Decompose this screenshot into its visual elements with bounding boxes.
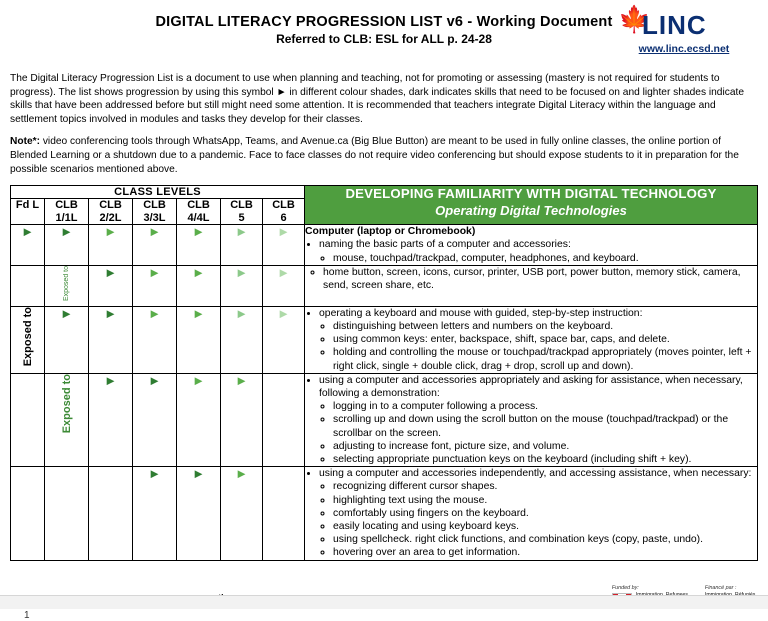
column-header-clb2: CLB 2/2L (89, 199, 133, 225)
intro-paragraph: The Digital Literacy Progression List is a document to use when planning and teaching, not for promoting or assessing (mastery is not required for students to progress). The list shows progression by using this symbol ► in different colour shades, dark indicates skills that need to be focused on and lighter shades indicate skills that have been addressed before but still might need some attention. It is recommended that teachers integrate Digital Literacy within the language and settlement topics involved in modules and tasks they develop for their classes. (10, 73, 744, 125)
note-label: Note*: (10, 136, 40, 148)
intro-section (10, 72, 758, 176)
row2-subbullets (323, 266, 757, 292)
row4-subbullets (333, 400, 757, 466)
column-header-fdl: Fd L (11, 199, 45, 225)
column-header-clb3: CLB 3/3L (133, 199, 177, 225)
exposed-to-label: Exposed to (21, 306, 34, 367)
list-item: ◦ selecting appropriate punctuation keys on the keyboard (including shift + key). (333, 453, 757, 466)
note-text: video conferencing tools through WhatsApp, Teams, and Avenue.ca (Big Blue Button) are meant to be used in fully online classes, the online portion of Blended Learning or a shutdown due to a pandemic. Face to face classes do not require video conferencing but should expose students to it in preparation for the possible scenarios mentioned above. (10, 136, 739, 175)
marker-clb5-row2 (221, 265, 263, 306)
logo-url-link[interactable]: www.linc.ecsd.net (638, 43, 730, 55)
page-subtitle: Referred to CLB: ESL for ALL p. 24-28 (276, 32, 492, 46)
marker-clb3-row2 (133, 265, 177, 306)
row1-bullet-text: naming the basic parts of a computer and accessories: (319, 239, 571, 251)
table-row (11, 306, 758, 373)
progress-arrow-icon: ► (277, 305, 290, 321)
progress-arrow-icon: ► (60, 305, 73, 321)
column-header-clb1: CLB 1/1L (45, 199, 89, 225)
row-content-2 (305, 265, 758, 306)
list-item (319, 374, 757, 466)
marker-clb1-row3 (45, 306, 89, 373)
column-header-clb6: CLB 6 (263, 199, 305, 225)
row2-bullets (309, 266, 757, 292)
progress-arrow-icon: ► (104, 305, 117, 321)
table-header-row-1 (11, 186, 758, 199)
marker-clb2-row5 (89, 467, 133, 560)
progress-arrow-icon: ► (148, 372, 161, 388)
progress-arrow-icon: ► (192, 372, 205, 388)
list-item: ◦ recognizing different cursor shapes. (333, 480, 757, 493)
marker-clb2-row4 (89, 373, 133, 466)
exposed-to-label-green: Exposed to (60, 373, 73, 434)
logo-wordmark: LINC (642, 10, 707, 40)
row3-subbullets (333, 320, 757, 373)
marker-fdl-row3 (11, 306, 45, 373)
table-row (11, 373, 758, 466)
table-row (11, 225, 758, 266)
finance-par-label: Financé par : (704, 585, 737, 592)
marker-clb1-row1 (45, 225, 89, 266)
progress-arrow-icon: ► (104, 224, 117, 240)
marker-clb5-row4 (221, 373, 263, 466)
progress-arrow-icon: ► (235, 466, 248, 482)
table-row (11, 265, 758, 306)
progress-arrow-icon: ► (104, 372, 117, 388)
column-header-clb4: CLB 4/4L (177, 199, 221, 225)
column-header-clb5: CLB 5 (221, 199, 263, 225)
progress-arrow-icon: ► (21, 224, 34, 240)
marker-fdl-row4 (11, 373, 45, 466)
progress-arrow-icon: ► (148, 466, 161, 482)
marker-clb2-row2 (89, 265, 133, 306)
exposed-to-label-small: Exposed to (63, 265, 70, 301)
marker-clb3-row5 (133, 467, 177, 560)
marker-clb5-row3 (221, 306, 263, 373)
viewer-bottom-bar (0, 595, 768, 609)
progress-arrow-icon: ► (277, 264, 290, 280)
row5-bullets (319, 467, 757, 559)
logo-mark (614, 4, 754, 42)
list-item: ◦ distinguishing between letters and numbers on the keyboard. (333, 320, 757, 333)
list-item: ◦ home button, screen, icons, cursor, printer, USB port, power button, memory stick, camera, send, screen share, etc. (323, 266, 757, 292)
progress-arrow-icon: ► (60, 224, 73, 240)
marker-clb4-row3 (177, 306, 221, 373)
list-item: ◦ logging in to a computer following a process. (333, 400, 757, 413)
list-item: ◦ adjusting to increase font, picture size, and volume. (333, 440, 757, 453)
marker-clb6-row4 (263, 373, 305, 466)
marker-clb1-row5 (45, 467, 89, 560)
progress-arrow-icon: ► (277, 224, 290, 240)
progress-arrow-icon: ► (192, 305, 205, 321)
row4-bullet-text: using a computer and accessories appropriately and asking for assistance, when necessary, following a demonstration: (319, 374, 743, 400)
progress-arrow-icon: ► (235, 224, 248, 240)
marker-fdl-row2 (11, 265, 45, 306)
list-item (319, 307, 757, 373)
progress-arrow-icon: ► (192, 224, 205, 240)
progress-arrow-icon: ► (148, 264, 161, 280)
list-item: ◦ using spellcheck. right click functions, and combination keys (copy, paste, undo). (333, 533, 757, 546)
maple-leaf-icon: 🍁 (618, 4, 651, 34)
row1-bullets (319, 238, 757, 264)
linc-logo (614, 4, 754, 60)
marker-clb6-row5 (263, 467, 305, 560)
marker-clb1-row2 (45, 265, 89, 306)
right-header-line2: Operating Digital Technologies (435, 203, 627, 219)
marker-clb5-row5 (221, 467, 263, 560)
list-item: ◦ holding and controlling the mouse or touchpad/trackpad appropriately (moves pointer, left + right click, single + double click, drag + drop, scroll up and down). (333, 346, 757, 372)
row-content-4 (305, 373, 758, 466)
list-item (309, 266, 757, 292)
row1-subbullets (333, 252, 757, 265)
marker-clb2-row3 (89, 306, 133, 373)
progress-arrow-icon: ► (235, 264, 248, 280)
marker-clb6-row2 (263, 265, 305, 306)
marker-clb3-row4 (133, 373, 177, 466)
list-item: ◦ highlighting text using the mouse. (333, 494, 757, 507)
progress-arrow-icon: ► (148, 224, 161, 240)
note-paragraph (10, 135, 758, 176)
right-column-header (305, 186, 758, 225)
list-item: ◦ using common keys: enter, backspace, shift, space bar, caps, and delete. (333, 333, 757, 346)
list-item: ◦ mouse, touchpad/trackpad, computer, headphones, and keyboard. (333, 252, 757, 265)
row5-subbullets (333, 480, 757, 559)
marker-clb6-row3 (263, 306, 305, 373)
progress-arrow-icon: ► (235, 372, 248, 388)
marker-clb4-row2 (177, 265, 221, 306)
marker-clb2-row1 (89, 225, 133, 266)
list-item (319, 238, 757, 264)
row-content-3 (305, 306, 758, 373)
marker-fdl-row5 (11, 467, 45, 560)
list-item: ◦ hovering over an area to get information. (333, 546, 757, 559)
marker-clb4-row5 (177, 467, 221, 560)
list-item: ◦ easily locating and using keyboard keys. (333, 520, 757, 533)
progress-arrow-icon: ► (192, 466, 205, 482)
class-levels-header: CLASS LEVELS (11, 186, 305, 199)
marker-clb3-row3 (133, 306, 177, 373)
progress-arrow-icon: ► (192, 264, 205, 280)
page-title: DIGITAL LITERACY PROGRESSION LIST v6 - Working Document (155, 14, 613, 30)
progression-table (10, 185, 758, 561)
marker-clb1-row4 (45, 373, 89, 466)
marker-clb4-row4 (177, 373, 221, 466)
page-number: 1 (24, 610, 30, 621)
funded-by-label: Funded by: (611, 585, 639, 592)
marker-clb5-row1 (221, 225, 263, 266)
row3-bullets (319, 307, 757, 373)
progress-arrow-icon: ► (104, 264, 117, 280)
marker-clb6-row1 (263, 225, 305, 266)
progress-arrow-icon: ► (235, 305, 248, 321)
row4-bullets (319, 374, 757, 466)
row-content-1 (305, 225, 758, 266)
progress-arrow-icon: ► (148, 305, 161, 321)
document-header (10, 4, 758, 64)
row5-bullet-text: using a computer and accessories independently, and accessing assistance, when necessary: (319, 468, 752, 480)
row3-bullet-text: operating a keyboard and mouse with guided, step-by-step instruction: (319, 307, 643, 319)
list-item: ◦ scrolling up and down using the scroll button on the mouse (touchpad/trackpad) or the scrollbar on the screen. (333, 413, 757, 439)
table-row (11, 467, 758, 560)
right-header-line1: DEVELOPING FAMILIARITY WITH DIGITAL TECHNOLOGY (345, 186, 717, 202)
list-item (319, 467, 757, 559)
row-content-5 (305, 467, 758, 560)
row1-lead: Computer (laptop or Chromebook) (305, 226, 476, 238)
marker-clb3-row1 (133, 225, 177, 266)
marker-fdl-row1 (11, 225, 45, 266)
list-item: ◦ comfortably using fingers on the keyboard. (333, 507, 757, 520)
marker-clb4-row1 (177, 225, 221, 266)
